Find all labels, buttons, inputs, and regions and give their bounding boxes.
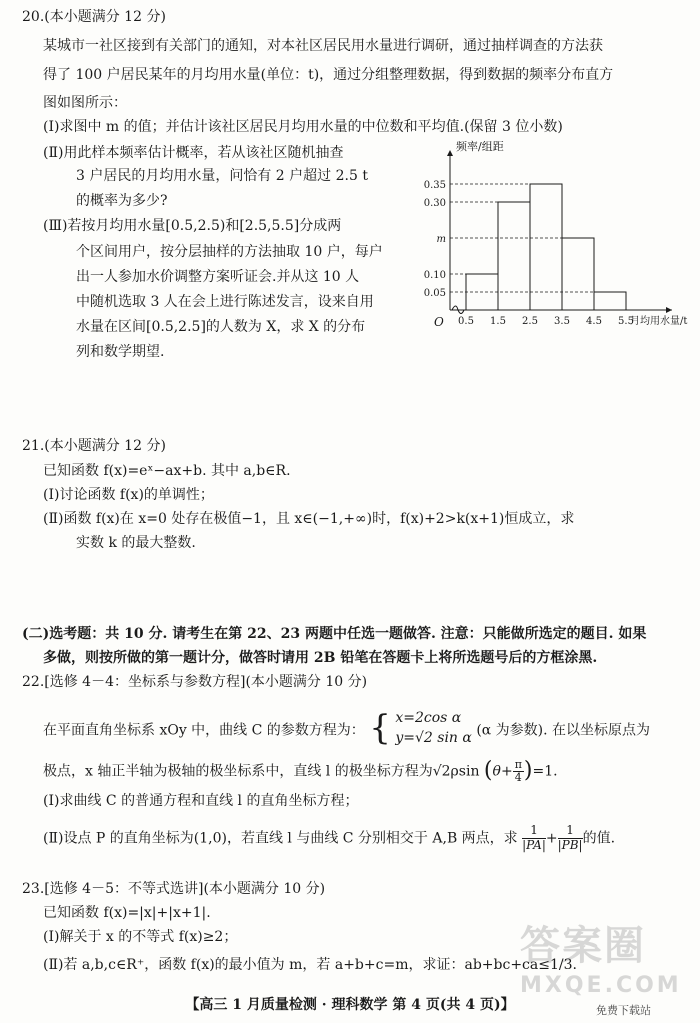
histogram-bar <box>594 292 626 310</box>
y-tick-label: m <box>436 234 446 245</box>
frac-num: 1 <box>558 824 583 839</box>
histogram-bar <box>562 238 594 310</box>
q22-line1-pre: 在平面直角坐标系 xOy 中，曲线 C 的参数方程为： <box>43 722 365 739</box>
q20-part2-line: (Ⅱ)用此样本频率估计概率，若从该社区随机抽查 <box>43 145 344 161</box>
q22-line2-pre: 极点，x 轴正半轴为极轴的极坐标系中，直线 l 的极坐标方程为√2ρsin <box>43 763 480 780</box>
left-brace: { <box>369 708 391 749</box>
q22-theta: θ+ <box>492 763 513 780</box>
q20-intro-line: 得了 100 户居民某年的月均用水量(单位：t)，通过分组整理数据，得到数据的频率分布直方 <box>43 67 614 83</box>
x-tick-label: 0.5 <box>458 316 474 327</box>
q21-heading: 21.(本小题满分 12 分) <box>22 438 166 454</box>
x-axis-label: 月均用水量/t <box>630 316 688 327</box>
x-tick-label: 5.5 <box>618 316 634 327</box>
fraction-1-over-pb <box>558 824 583 853</box>
section2-instruction: 多做，则按所做的第一题计分，做答时请用 2B 铅笔在答题卡上将所选题号后的方框涂黑. <box>43 650 598 666</box>
plus-sign: + <box>545 830 558 847</box>
y-tick-label: 0.30 <box>423 198 446 209</box>
frac-num: π <box>514 757 522 771</box>
q20-part3-line: 个区间用户，按分层抽样的方法抽取 10 户，每户 <box>76 244 383 260</box>
q22-part2 <box>43 824 615 853</box>
watermark-site: MXQE.COM <box>520 973 682 998</box>
histogram-bar <box>530 184 562 310</box>
x-tick-label: 3.5 <box>554 316 570 327</box>
histogram-bar <box>498 202 530 310</box>
q22-line2 <box>43 757 558 786</box>
x-tick-label: 4.5 <box>586 316 602 327</box>
q22-line2-post: =1. <box>532 763 558 780</box>
q23-line: 已知函数 f(x)=|x|+|x+1|. <box>43 905 211 921</box>
q21-line: 已知函数 f(x)=eˣ−ax+b. 其中 a,b∈R. <box>43 463 291 479</box>
origin-label: O <box>434 315 444 329</box>
open-paren: ( <box>483 758 493 783</box>
q22-eq-y: y=√2 sin α <box>395 730 472 747</box>
fraction-1-over-pa <box>522 824 546 853</box>
q23-line: (Ⅰ)解关于 x 的不等式 f(x)≥2； <box>43 929 238 945</box>
q23-line: (Ⅱ)若 a,b,c∈R⁺，函数 f(x)的最小值为 m，若 a+b+c=m，求证：ab+bc+ca≤1/3. <box>43 957 577 973</box>
q20-intro-line: 图如图所示： <box>43 95 127 111</box>
q22-heading: 22.[选修 4－4：坐标系与参数方程](本小题满分 10 分) <box>22 674 368 690</box>
q22-line1 <box>43 710 650 751</box>
q22-part1: (Ⅰ)求曲线 C 的普通方程和直线 l 的直角坐标方程； <box>43 793 359 809</box>
q21-line: (Ⅰ)讨论函数 f(x)的单调性； <box>43 487 214 503</box>
watermark-badge: 免费下载站 <box>596 1004 651 1017</box>
frac-num: 1 <box>522 824 546 839</box>
q20-intro-line: 某城市一社区接到有关部门的通知，对本社区居民用水量进行调研，通过抽样调查的方法获 <box>43 38 603 54</box>
q20-part3-line: (Ⅲ)若按月均用水量[0.5,2.5)和[2.5,5.5]分成两 <box>43 218 342 234</box>
q20-heading: 20.(本小题满分 12 分) <box>22 9 166 25</box>
close-paren: ) <box>523 758 533 783</box>
y-axis-arrow <box>447 150 453 156</box>
q20-part2-line: 3 户居民的月均用水量，问恰有 2 户超过 2.5 t <box>76 168 368 184</box>
y-tick-label: 0.10 <box>423 270 446 281</box>
q20-part3-line: 中随机选取 3 人在会上进行陈述发言，设来自用 <box>76 294 374 310</box>
q23-heading: 23.[选修 4－5：不等式选讲](本小题满分 10 分) <box>22 881 326 897</box>
frac-den: |PB| <box>557 837 583 852</box>
y-tick-label: 0.05 <box>423 288 446 299</box>
frequency-histogram <box>420 140 692 340</box>
section2-instruction: (二)选考题：共 10 分. 请考生在第 22、23 两题中任选一题做答. 注意：只能做所选定的题目. 如果 <box>22 626 647 642</box>
frac-den: 4 <box>514 770 522 784</box>
q20-part2-line: 的概率为多少? <box>76 193 168 209</box>
pi-over-4-fraction <box>513 759 524 784</box>
q21-line: (Ⅱ)函数 f(x)在 x=0 处存在极值−1，且 x∈(−1,+∞)时，f(x)+2>k(x+1)恒成立，求 <box>43 511 575 527</box>
frac-den: |PA| <box>522 837 546 852</box>
q22-param-eqs <box>369 708 472 749</box>
y-axis-label: 频率/组距 <box>456 140 504 153</box>
y-tick-label: 0.35 <box>423 180 446 191</box>
x-axis-arrow <box>666 307 672 313</box>
q22-line1-post: (α 为参数). 在以坐标原点为 <box>476 722 651 739</box>
x-tick-label: 2.5 <box>522 316 538 327</box>
q20-part3-line: 出一人参加水价调整方案听证会.并从这 10 人 <box>76 269 360 285</box>
page-footer: 【高三 1 月质量检测 · 理科数学 第 4 页(共 4 页)】 <box>185 997 515 1013</box>
q20-part3-line: 列和数学期望. <box>76 344 165 360</box>
watermark-logo-text: 答案圈 <box>520 923 646 969</box>
q22-eq-x: x=2cos α <box>395 710 462 726</box>
q20-part3-line: 水量在区间[0.5,2.5]的人数为 X，求 X 的分布 <box>76 319 366 335</box>
x-tick-label: 1.5 <box>490 316 506 327</box>
q20-part1: (Ⅰ)求图中 m 的值；并估计该社区居民月均用水量的中位数和平均值.(保留 3 位小数) <box>43 119 563 135</box>
q22-part2-pre: (Ⅱ)设点 P 的直角坐标为(1,0)，若直线 l 与曲线 C 分别相交于 A,B 两点，求 <box>43 830 518 847</box>
q22-part2-post: 的值. <box>582 830 616 847</box>
q21-line: 实数 k 的最大整数. <box>76 535 196 551</box>
